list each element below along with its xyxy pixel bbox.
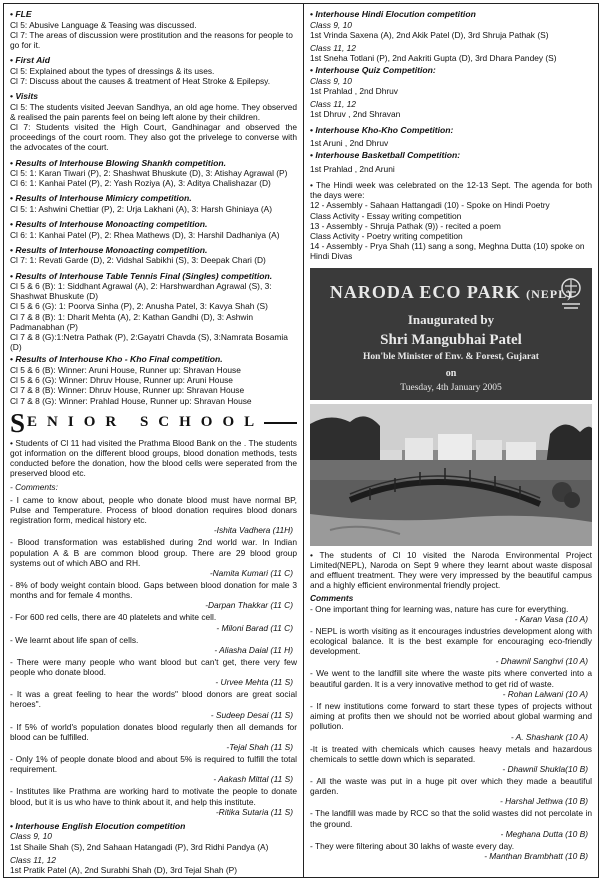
hindi-week-line: 13 - Assembly - Shruja Pathak (9)) - recited a poem <box>310 220 501 231</box>
comment-text: - There were many people who want blood but can't get, there very few people who donate blood. <box>10 656 297 678</box>
khokho-line: Cl 7 & 8 (G): Winner: Prahlad House, Runner up: Shravan House <box>10 395 252 406</box>
comment-author: -Namita Kumari (11 C) <box>209 568 293 579</box>
hindi-elocution-heading: • Interhouse Hindi Elocution competition <box>310 9 476 19</box>
comment-author: - Dhawnil Sanghvi (10 A) <box>495 656 588 667</box>
eco-park-plaque-photo <box>310 268 592 400</box>
hindi-result: 1st Sneha Totlani (P), 2nd Aakriti Gupta (D), 3rd Dhara Pandey (S) <box>310 53 557 64</box>
senior-rest-text: ENIOR SCHOOL <box>27 414 265 431</box>
comment-text: - They were filtering about 30 lakhs of waste every day. <box>310 840 515 851</box>
comment-author: - Dhawnil Shukla(10 B) <box>502 763 588 774</box>
khokho-result: 1st Aruni , 2nd Dhruv <box>310 138 389 149</box>
comment-author: -Ishita Vadhera (11H) <box>213 525 293 536</box>
comment-author: - Sudeep Desai (11 S) <box>210 709 293 720</box>
hindi-week-line: Class Activity - Poetry writing competition <box>310 231 463 242</box>
plaque-title: NARODA ECO PARK (NEPL) <box>329 281 573 302</box>
comment-author: -Darpan Thakkar (11 C) <box>205 600 293 611</box>
hindi-class-label: Class 11, 12 <box>310 42 356 53</box>
comment-author: - Aakash Mittal (11 S) <box>213 774 293 785</box>
comment-text: - All the waste was put in a huge pit over which they made a beautiful garden. <box>310 775 592 797</box>
table-tennis-line: Cl 5 & 6 (B): 1: Siddhant Agrawal (A), 2: Harshwardhan Agrawal (S), 3: Shashwat Bhuskute (D) <box>10 281 272 302</box>
eco-park-garden-photo <box>310 404 592 546</box>
hindi-class-label: Class 9, 10 <box>310 19 352 30</box>
comment-author: - Miloni Barad (11 C) <box>216 622 293 633</box>
monoacting-line: Cl 7: 1: Revati Garde (D), 2: Vidshal Sabikhi (S), 3: Deepak Chari (D) <box>10 255 266 266</box>
monoacting-heading: • Results of Interhouse Monoacting competition. <box>10 219 208 230</box>
comment-author: - Harshal Jethwa (10 B) <box>500 796 588 807</box>
plaque-on: on <box>445 367 457 379</box>
plaque-date: Tuesday, 4th January 2005 <box>400 382 502 393</box>
plaque-name: Shri Mangubhai Patel <box>380 331 522 348</box>
english-class-label: Class 11, 12 <box>10 854 56 865</box>
english-class-label: Class 9, 10 <box>10 831 52 842</box>
plaque-designation: Hon'ble Minister of Env. & Forest, Gujarat <box>363 351 539 362</box>
mimicry-line: Cl 5: 1: Ashwini Chettiar (P), 2: Urja Lakhani (A), 3: Harsh Ghiniaya (A) <box>10 203 273 214</box>
comment-author: - Aliasha Daial (11 H) <box>214 644 293 655</box>
quiz-result: 1st Dhruv , 2nd Shravan <box>310 109 401 120</box>
visits-heading: • Visits <box>10 91 39 102</box>
comment-text: - For 600 red cells, there are 40 platelets and white cell. <box>10 612 217 623</box>
comment-text: - 8% of body weight contain blood. Gaps between blood donation for male 3 months and for female 4 months. <box>10 580 297 601</box>
garden-bridge-image <box>310 404 592 546</box>
quiz-class-label: Class 9, 10 <box>310 75 352 86</box>
shankh-line: Cl 5: 1: Karan Tiwari (P), 2: Shashwat Bhuskute (D), 3: Atishay Agrawal (P) <box>10 168 288 179</box>
shankh-line: Cl 6: 1: Kanhai Patel (P), 2: Yash Roziya (A), 3: Aditya Chalishazar (D) <box>10 178 271 189</box>
comment-text: - If 5% of world's population donates blood regularly then all demands for blood can be fulfilled. <box>10 721 297 742</box>
english-elocution-heading: • Interhouse English Elocution competition <box>10 820 186 831</box>
hindi-week-line: Class Activity - Essay writing competition <box>310 210 462 221</box>
monoacting-line: Cl 6: 1: Kanhai Patel (P), 2: Rhea Mathews (D), 3: Harshil Dadhaniya (A) <box>10 229 280 240</box>
comment-text: - One important thing for learning was, nature has cure for everything. <box>310 603 569 614</box>
comment-author: - Karan Vasa (10 A) <box>514 613 588 624</box>
visits-line: Cl 7: Students visited the High Court, Gandhinagar and observed the proceedings of the court room. They also got the privelege to converse with the advocates of the court. <box>10 121 297 153</box>
plaque-inaugurated: Inaugurated by <box>407 311 495 327</box>
quiz-heading: • Interhouse Quiz Competition: <box>310 65 436 76</box>
nepl-comments-list <box>310 604 592 863</box>
quiz-class-label: Class 11, 12 <box>310 99 356 110</box>
monoacting-heading: • Results of Interhouse Monoacting competition. <box>10 244 208 255</box>
newsletter-page <box>3 3 599 878</box>
comment-text: - Institutes like Prathma are working hard to motivate the people to donate blood, but it is us who have to think about it, and help this institute. <box>10 786 297 807</box>
table-tennis-line: Cl 7 & 8 (G):1:Netra Pathak (P), 2:Gayatri Chavda (S), 3:Namrata Bosamia (D) <box>10 332 288 353</box>
comment-text: - Only 1% of people donate blood and about 5% is required to fulfill the total requirement. <box>10 754 297 775</box>
khokho-heading: • Results of Interhouse Kho - Kho Final competition. <box>10 354 223 365</box>
comment-author: -Ritika Sutaria (11 S) <box>215 806 293 817</box>
comment-text: - NEPL is worth visiting as it encourages industries development along with ecological balance. It is the best example for encouraging eco-friendly development. <box>310 625 592 657</box>
hindi-result: 1st Vrinda Saxena (A), 2nd Akik Patel (D), 3rd Shruja Pathak (S) <box>310 29 549 40</box>
comment-author: - Urvee Mehta (11 S) <box>215 677 293 688</box>
shankh-heading: • Results of Interhouse Blowing Shankh competition. <box>10 157 226 168</box>
nepl-comments-label: Comments <box>310 593 354 604</box>
left-column <box>4 4 304 877</box>
right-column <box>304 4 598 877</box>
comment-author: - Meghana Dutta (10 B) <box>500 828 588 839</box>
comment-text: - We learnt about life span of cells. <box>10 634 139 645</box>
comment-author: - Manthan Brambhatt (10 B) <box>484 850 588 861</box>
comment-text: - If new institutions come forward to start these types of projects without aiming at profits then we should not be worried about global warming and pollution. <box>310 700 592 732</box>
comments-label: - Comments: <box>10 481 58 492</box>
table-tennis-line: Cl 5 & 6 (G): 1: Poorva Sinha (P), 2: Anusha Patel, 3: Kavya Shah (S) <box>10 301 268 312</box>
english-result: 1st Pratik Patel (A), 2nd Surabhi Shah (D), 3rd Tejal Shah (P) <box>10 864 238 875</box>
banner-rule <box>264 422 297 424</box>
comment-text: - We went to the landfill site where the waste pits where converted into a beautiful garden. It is a very innovative method to get rid of waste. <box>310 668 592 689</box>
first-aid-line: Cl 5: Explained about the types of dressings & its uses. <box>10 65 215 76</box>
comment-text: - The landfill was made by RCC so that the solid wastes did not percolate in the ground. <box>310 808 592 829</box>
fle-line: Cl 5: Abusive Language & Teasing was discussed. <box>10 19 197 30</box>
fle-heading: • FLE <box>10 9 32 19</box>
khokho-line: Cl 7 & 8 (B): Winner: Dhruv House, Runner up: Shravan House <box>10 385 245 396</box>
basketball-heading: • Interhouse Basketball Competition: <box>310 150 461 161</box>
mimicry-heading: • Results of Interhouse Mimicry competition. <box>10 193 192 204</box>
comment-text: - I came to know about, people who donate blood must have normal BP, Pulse and Temperature. Process of blood donation requires blood donars registration form, medical history etc. <box>10 494 297 526</box>
comment-text: -It is treated with chemicals which causes heavy metals and hazardous chemicals to settle down which is separated. <box>310 743 592 764</box>
khokho-line: Cl 5 & 6 (G): Winner: Dhruv House, Runner up: Aruni House <box>10 375 233 386</box>
hindi-week-line: 12 - Assembly - Sahaan Hattangadi (10) - Spoke on Hindi Poetry <box>310 200 550 211</box>
fle-line: Cl 7: The areas of discussion were prostitution and the reasons for people to go for it. <box>10 29 293 50</box>
visits-line: Cl 5: The students visited Jeevan Sandhya, an old age home. They observed & realised the pain parents feel on being left alone by their children. <box>10 101 297 122</box>
comment-text: - It was a great feeling to hear the words" blood donors are great social heroes". <box>10 689 297 710</box>
quiz-result: 1st Prahlad , 2nd Dhruv <box>310 86 398 97</box>
hindi-week-line: 14 - Assembly - Prya Shah (11) sang a song, Meghna Dutta (10) spoke on Hindi Divas <box>310 241 585 262</box>
comment-author: - Rohan Lalwani (10 A) <box>502 688 588 699</box>
khokho-competition-heading: • Interhouse Kho-Kho Competition: <box>310 124 454 135</box>
basketball-result: 1st Prahlad , 2nd Aruni <box>310 163 395 174</box>
table-tennis-heading: • Results of Interhouse Table Tennis Final (Singles) competition. <box>10 270 273 281</box>
senior-school-banner <box>10 407 297 438</box>
senior-first-letter: S <box>10 407 26 438</box>
comment-text: - Blood transformation was established during 2nd world war. In Indian population A & B are common blood group. There are 29 blood group systems out of which ABO and RH. <box>10 537 297 568</box>
first-aid-heading: • First Aid <box>10 55 50 66</box>
table-tennis-line: Cl 7 & 8 (B): 1: Dharit Mehta (A), 2: Kathan Gandhi (D), 3: Ashwin Padmanabhan (P) <box>10 311 253 332</box>
blood-comments-list <box>10 495 297 819</box>
english-result: 1st Shaile Shah (S), 2nd Sahaan Hatangadi (P), 3rd Ridhi Pandya (A) <box>10 841 269 852</box>
hindi-week-intro: • The Hindi week was celebrated on the 12-13 Sept. The agenda for both the days were: <box>310 180 593 201</box>
blood-bank-intro: • Students of Cl 11 had visited the Prathma Blood Bank on the . The students got information on the different blood groups, blood donation methods, tests conducted before the donation, how the blood cells were seperated from the preserved blood etc. <box>10 437 297 479</box>
nepl-intro: • The students of Cl 10 visited the Naroda Environmental Project Limited(NEPL), Naroda on Sept 9 where they learnt about waste disposal and effluent treatment. They were very impressed by the beautiful campus and a highly efficient environmental friendly project. <box>310 549 592 591</box>
khokho-line: Cl 5 & 6 (B): Winner: Aruni House, Runner up: Shravan House <box>10 364 241 375</box>
comment-author: -Tejal Shah (11 S) <box>226 742 293 753</box>
first-aid-line: Cl 7: Discuss about the causes & treatment of Heat Stroke & Epilepsy. <box>10 75 271 86</box>
comment-author: - A. Shashank (10 A) <box>510 731 588 742</box>
